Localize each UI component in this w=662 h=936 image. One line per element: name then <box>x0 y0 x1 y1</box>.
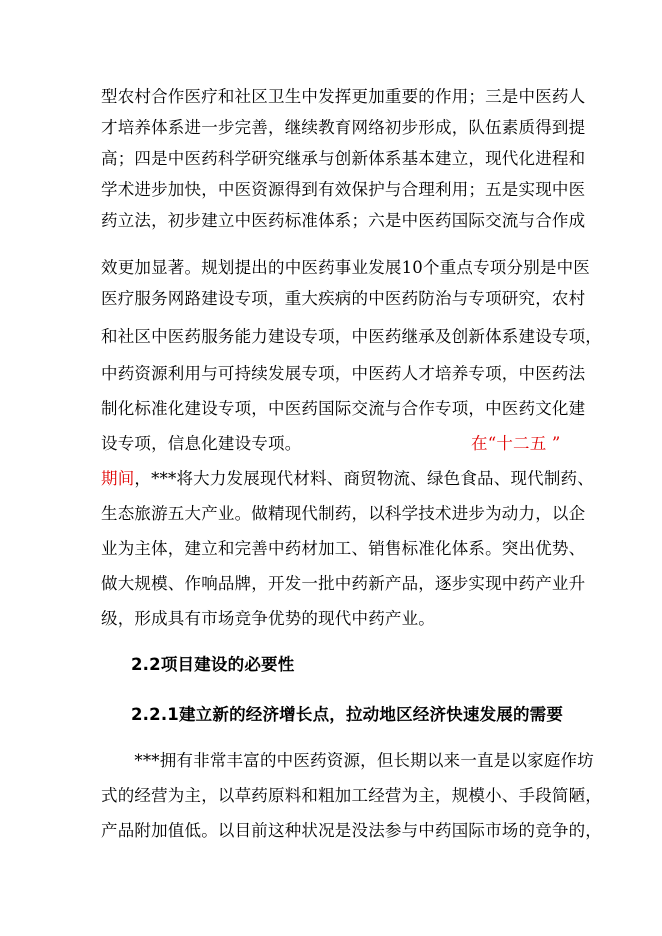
text-line: 医疗服务网路建设专项，重大疾病的中医药防治与专项研究，农村 <box>101 289 586 308</box>
text-line: 中药资源利用与可持续发展专项，中医药人才培养专项，中医药法 <box>101 364 586 383</box>
text-line: 生态旅游五大产业。做精现代制药，以科学技术进步为动力，以企 <box>101 504 586 523</box>
red-text-segment: 在“十二五 ” <box>471 434 561 453</box>
text-line: 药立法，初步建立中医药标准体系；六是中医药国际交流与合作成 <box>101 211 586 230</box>
text-line: 高；四是中医药科学研究继承与创新体系基本建立，现代化进程和 <box>101 149 586 168</box>
text-line: 才培养体系进一步完善，继续教育网络初步形成，队伍素质得到提 <box>101 118 586 137</box>
text-line: 业为主体，建立和完善中药材加工、销售标准化体系。突出优势、 <box>101 539 586 558</box>
text-line: 学术进步加快，中医资源得到有效保护与合理利用；五是实现中医 <box>101 180 586 199</box>
text-line <box>101 464 594 494</box>
text-segment: 设专项，信息化建设专项。 <box>101 434 302 453</box>
text-segment: ，***将大力发展现代材料、商贸物流、绿色食品、现代制药、 <box>134 469 594 488</box>
text-line: 型农村合作医疗和社区卫生中发挥更加重要的作用；三是中医药人 <box>101 87 586 106</box>
text-line: 产品附加值低。以目前这种状况是没法参与中药国际市场的竞争的， <box>101 821 602 840</box>
text-line: 级，形成具有市场竞争优势的现代中药产业。 <box>101 609 435 628</box>
text-line: ***拥有非常丰富的中医药资源，但长期以来一直是以家庭作坊 <box>101 751 594 770</box>
text-line: 效更加显著。规划提出的中医药事业发展10个重点专项分别是中医 <box>101 258 590 277</box>
text-line <box>101 429 571 459</box>
subsection-heading: 2.2.1建立新的经济增长点，拉动地区经济快速发展的需要 <box>131 705 564 724</box>
red-text-segment: 期间 <box>101 469 135 488</box>
text-line: 制化标准化建设专项，中医药国际交流与合作专项，中医药文化建 <box>101 399 586 418</box>
text-line: 做大规模、作响品牌，开发一批中药新产品，逐步实现中药产业升 <box>101 574 586 593</box>
text-line: 式的经营为主，以草药原料和粗加工经营为主，规模小、手段简陋， <box>101 786 602 805</box>
text-line: 和社区中医药服务能力建设专项，中医药继承及创新体系建设专项， <box>101 327 602 346</box>
section-heading: 2.2项目建设的必要性 <box>131 655 295 674</box>
